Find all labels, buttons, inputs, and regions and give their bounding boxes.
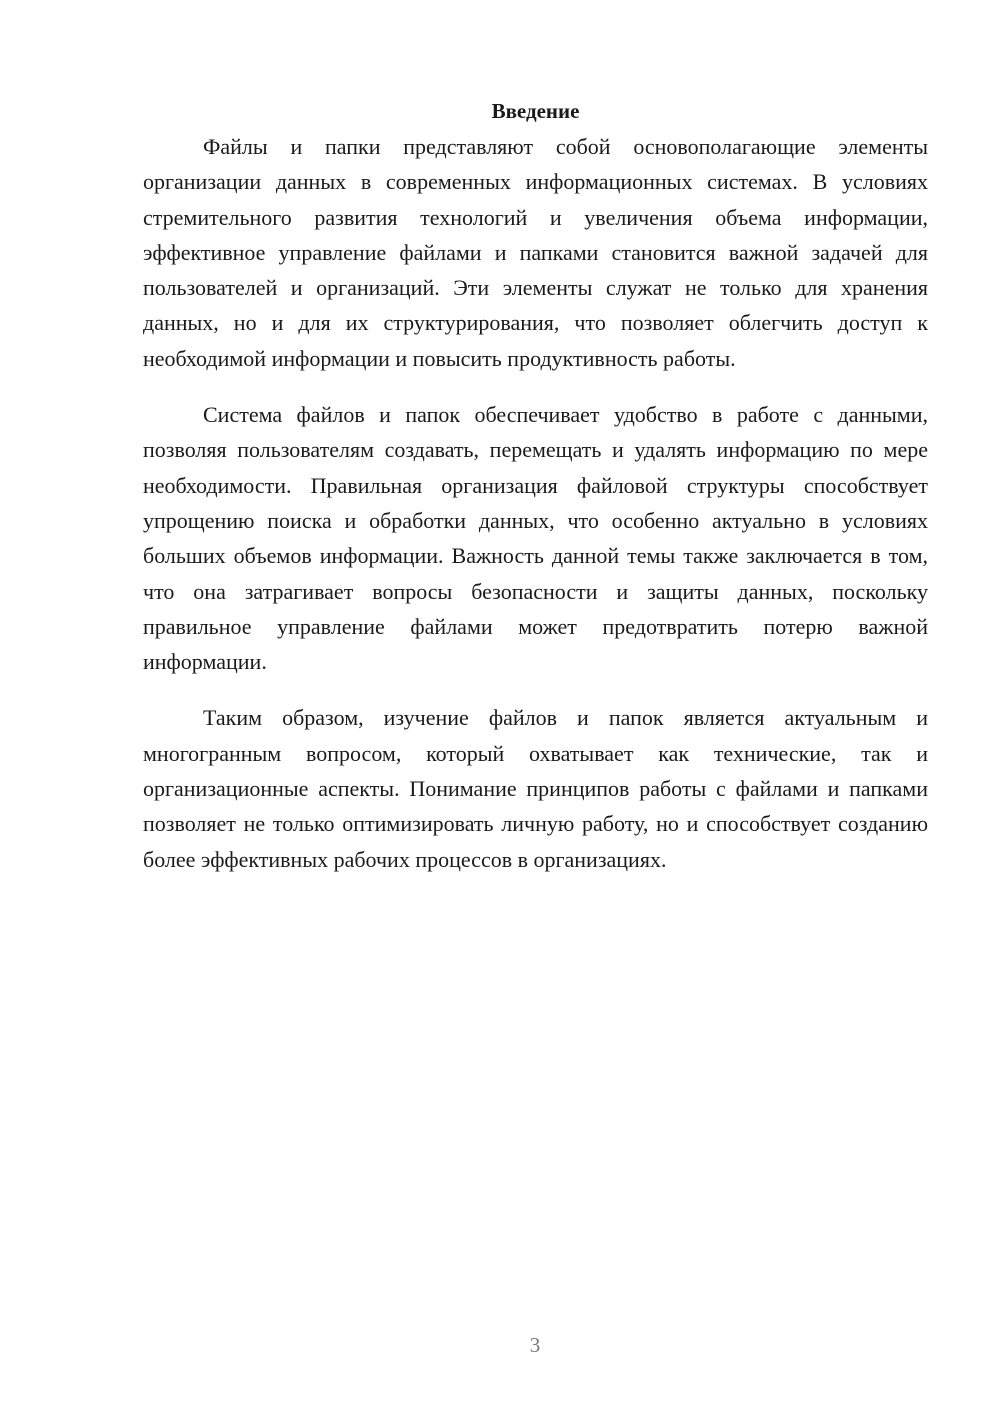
paragraph-1: Файлы и папки представляют собой основополагающие элементы организации данных в современных информационных системах. В условиях стремительного развития технологий и увеличения объема информации, эффективное управление файлами и папками становится важной задачей для пользователей и организаций. Эти элементы служат не только для хранения данных, но и для их структурирования, что позволяет облегчить доступ к необходимой информации и повысить продуктивность работы. [143, 134, 928, 371]
section-heading: Введение [491, 99, 580, 123]
page-number: 3 [529, 1333, 541, 1357]
page-content [143, 96, 928, 898]
paragraph-3: Таким образом, изучение файлов и папок является актуальным и многогранным вопросом, который охватывает как технические, так и организационные аспекты. Понимание принципов работы с файлами и папками позволяет не только оптимизировать личную работу, но и способствует созданию более эффективных рабочих процессов в организациях. [143, 705, 928, 872]
paragraph-2: Система файлов и папок обеспечивает удобство в работе с данными, позволяя пользователям создавать, перемещать и удалять информацию по мере необходимости. Правильная организация файловой структуры способствует упрощению поиска и обработки данных, что особенно актуально в условиях больших объемов информации. Важность данной темы также заключается в том, что она затрагивает вопросы безопасности и защиты данных, поскольку правильное управление файлами может предотвратить потерю важной информации. [143, 402, 928, 675]
